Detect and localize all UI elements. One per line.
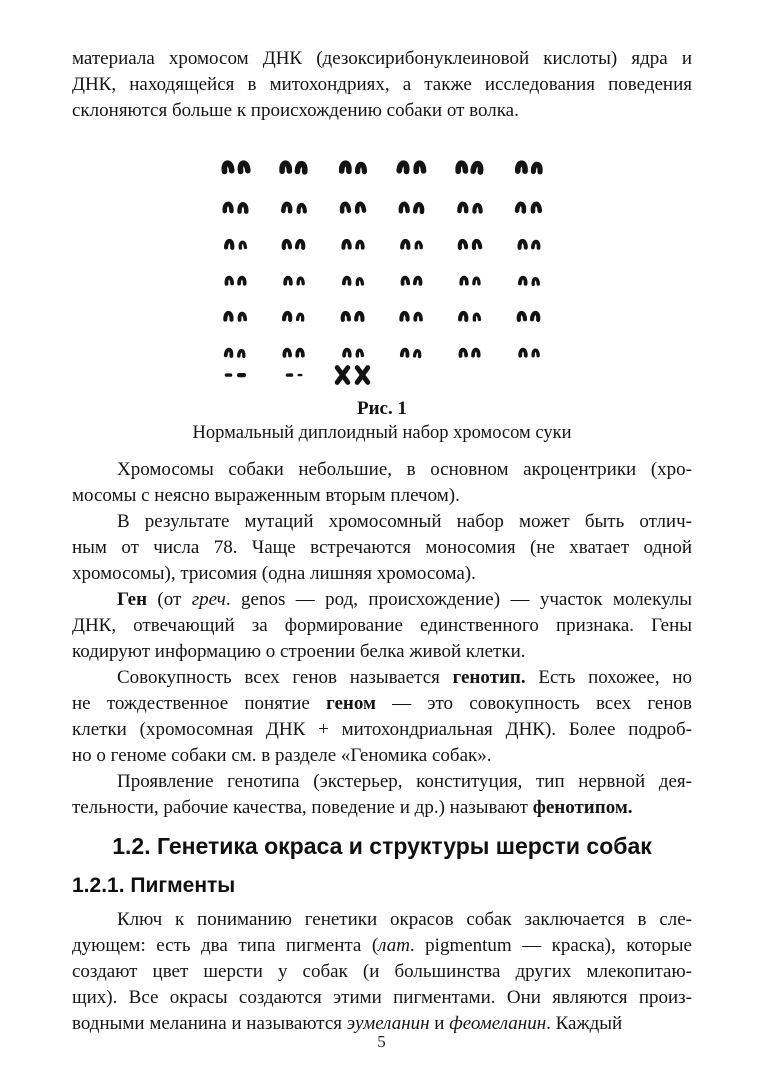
chromosome-icon — [458, 344, 469, 359]
chromosome-pair — [283, 272, 305, 286]
chromosome-icon — [295, 344, 305, 358]
chromosome-pair — [400, 272, 423, 286]
chromosome-icon — [396, 151, 412, 178]
text-segment: — это совокупность всех генов — [375, 693, 692, 714]
karyotype-cell — [441, 272, 500, 286]
text-segment: тельности, рабочие качества, поведение и др.) называют — [72, 797, 533, 818]
chromosome-pair — [224, 371, 247, 379]
karyotype-cell — [382, 197, 441, 214]
chromosome-pair — [457, 235, 482, 250]
karyotype-image — [206, 134, 558, 392]
chromosome-icon — [338, 196, 352, 214]
chromosome-icon — [235, 151, 251, 178]
chromosome-pair — [458, 307, 481, 322]
chromosome-icon — [514, 152, 527, 178]
karyotype-cell — [441, 344, 500, 358]
chromosome-pair — [515, 197, 542, 214]
text-segment: Есть похожее, но — [525, 667, 692, 688]
karyotype-cell — [206, 272, 265, 286]
chromosome-pair — [339, 152, 367, 178]
chromosome-pair — [459, 272, 481, 286]
chromosome-icon — [459, 272, 469, 286]
text-line — [72, 561, 692, 587]
chromosome-pair — [517, 235, 541, 250]
chromosome-icon — [237, 198, 249, 214]
text-line — [72, 639, 692, 665]
chromosome-icon — [281, 235, 293, 251]
chromosome-icon — [471, 234, 484, 250]
chromosome-icon — [530, 236, 541, 251]
paragraph — [72, 46, 692, 124]
text-column — [72, 46, 692, 1037]
chromosome-icon — [355, 154, 367, 178]
text-segment: лат — [378, 935, 410, 956]
chromosome-pair — [457, 197, 483, 214]
chromosome-icon — [413, 346, 423, 359]
karyotype-cell — [441, 197, 500, 214]
chromosome-icon — [342, 344, 352, 358]
chromosome-icon — [296, 273, 305, 286]
chromosome-pair — [518, 344, 540, 358]
chromosome-icon — [279, 152, 293, 178]
text-segment: Ген — [117, 589, 158, 610]
karyotype-cell — [441, 307, 500, 322]
dash-chromosome-icon — [236, 371, 247, 379]
chromosome-icon — [400, 344, 411, 359]
chromosome-pair — [342, 272, 364, 286]
chromosome-pair — [224, 235, 247, 250]
text-segment: ДНК, отвечающий за формирование единственного признака. Гены — [72, 615, 692, 636]
subsection-heading: 1.2.1. Пигменты — [72, 874, 236, 897]
karyotype-cell — [499, 272, 558, 286]
karyotype-cell — [206, 307, 265, 322]
text-segment: . pigmentum — краска), которые — [409, 935, 692, 956]
text-segment: щих). Все окрасы создаются этими пигментами. Они являются произ- — [72, 987, 692, 1008]
chromosome-icon — [223, 307, 234, 322]
chromosome-icon — [455, 152, 469, 179]
chromosome-icon — [353, 196, 367, 214]
karyotype-cell — [382, 272, 441, 286]
chromosome-pair — [340, 307, 365, 322]
karyotype-row — [206, 178, 558, 214]
chromosome-pair — [282, 344, 305, 358]
chromosome-icon — [399, 272, 410, 287]
text-segment: клетки (хромосомная ДНК + митохондриальная ДНК). Более подроб- — [72, 719, 692, 740]
chromosome-icon — [237, 308, 248, 323]
chromosome-icon — [281, 197, 294, 215]
dash-chromosome-icon — [297, 371, 303, 379]
karyotype-cell — [265, 371, 324, 379]
chromosome-icon — [224, 344, 235, 359]
paragraph — [72, 457, 692, 509]
chromosome-icon — [283, 272, 293, 286]
chromosome-icon — [222, 197, 234, 214]
karyotype-cell — [382, 344, 441, 358]
chromosome-pair — [279, 152, 308, 178]
text-line — [72, 743, 692, 769]
chromosome-icon — [412, 272, 423, 287]
chromosome-pair — [334, 364, 371, 386]
karyotype-cell — [441, 235, 500, 250]
chromosome-icon — [340, 307, 352, 323]
text-segment: греч — [191, 589, 226, 610]
text-segment: не тождественное понятие — [72, 693, 327, 714]
paragraph — [72, 587, 692, 665]
text-segment: ным от числа 78. Чаще встречаются моносомия (не хватает одной — [72, 537, 692, 558]
karyotype-row — [206, 134, 558, 178]
karyotype-cell — [382, 235, 441, 250]
chromosome-icon — [220, 151, 236, 178]
figure-caption: Нормальный диплоидный набор хромосом суки — [192, 423, 572, 443]
text-segment: генотип. — [452, 667, 526, 688]
chromosome-icon — [237, 237, 247, 251]
chromosome-icon — [517, 272, 528, 287]
chromosome-icon — [530, 307, 542, 323]
karyotype-cell — [323, 152, 382, 178]
chromosome-icon — [296, 199, 308, 215]
karyotype-figure — [72, 134, 692, 445]
chromosome-icon — [413, 308, 423, 322]
karyotype-cell — [265, 197, 324, 214]
x-chromosome-icon — [354, 364, 371, 386]
chromosome-pair — [223, 307, 247, 322]
karyotype-cell — [323, 364, 382, 386]
karyotype-cell — [499, 235, 558, 250]
text-segment: . Каждый — [546, 1013, 623, 1034]
chromosome-icon — [471, 344, 481, 358]
paragraph — [72, 509, 692, 587]
chromosome-icon — [295, 235, 307, 251]
chromosome-icon — [472, 273, 481, 286]
chromosome-pair — [400, 344, 422, 358]
chromosome-icon — [458, 307, 470, 323]
chromosome-icon — [355, 236, 365, 250]
chromosome-icon — [516, 235, 528, 250]
chromosome-pair — [398, 197, 425, 214]
karyotype-cell — [499, 344, 558, 358]
page-number: 5 — [377, 1032, 386, 1051]
karyotype-cell — [323, 272, 382, 286]
chromosome-icon — [338, 152, 352, 178]
karyotype-cell — [265, 344, 324, 358]
text-segment: материала хромосом ДНК (дезоксирибонуклеиновой кислоты) ядра и — [72, 48, 692, 69]
karyotype-cell — [206, 152, 265, 178]
text-segment: ДНК, находящейся в митохондриях, а также исследования поведения — [72, 74, 692, 95]
chromosome-pair — [397, 152, 426, 178]
chromosome-icon — [530, 345, 539, 358]
x-chromosome-icon — [334, 364, 351, 386]
paragraph — [72, 769, 692, 821]
chromosome-icon — [530, 197, 543, 215]
chromosome-icon — [223, 235, 235, 251]
chromosome-pair — [400, 235, 423, 250]
text-segment: феомеланин — [449, 1013, 547, 1034]
chromosome-pair — [342, 344, 364, 358]
chromosome-pair — [339, 197, 366, 214]
chromosome-pair — [221, 152, 250, 178]
text-line — [72, 717, 692, 743]
text-segment: В результате мутаций хромосомный набор может быть отлич- — [117, 511, 692, 532]
chromosome-icon — [457, 197, 470, 214]
chromosome-icon — [282, 307, 294, 323]
chromosome-pair — [282, 307, 305, 322]
chromosome-icon — [354, 345, 364, 359]
karyotype-cell — [323, 344, 382, 358]
text-segment: . genos — род, происхождение) — участок молекулы — [225, 589, 692, 610]
chromosome-icon — [237, 272, 247, 286]
chromosome-icon — [470, 152, 486, 178]
chromosome-icon — [282, 344, 293, 359]
text-segment: Хромосомы собаки небольшие, в основном акроцентрики (хро- — [117, 459, 692, 480]
chromosome-pair — [224, 272, 247, 286]
chromosome-pair — [458, 344, 481, 358]
karyotype-cell — [499, 152, 558, 178]
chromosome-icon — [354, 307, 366, 322]
text-segment: (от — [157, 589, 192, 610]
karyotype-cell — [323, 235, 382, 250]
chromosome-icon — [514, 196, 528, 214]
paragraph — [72, 907, 692, 1037]
text-line — [72, 46, 692, 72]
karyotype-cell — [323, 197, 382, 214]
chromosome-icon — [530, 154, 543, 179]
karyotype-row — [206, 250, 558, 286]
chromosome-pair — [341, 235, 365, 250]
text-line — [72, 483, 692, 509]
chromosome-pair — [516, 307, 541, 322]
karyotype-cell — [206, 344, 265, 358]
chromosome-pair — [281, 235, 306, 250]
text-line — [72, 985, 692, 1011]
chromosome-icon — [341, 272, 352, 287]
text-line — [72, 98, 692, 124]
text-segment: Проявление генотипа (экстерьер, конституция, тип нервной дея- — [117, 771, 692, 792]
chromosome-icon — [398, 197, 411, 214]
dash-chromosome-icon — [285, 371, 294, 379]
chromosome-icon — [472, 199, 483, 214]
text-line — [72, 665, 692, 691]
text-segment: склоняются больше к происхождению собаки от волка. — [72, 100, 519, 121]
text-segment: эумеланин — [346, 1013, 430, 1034]
chromosome-pair — [285, 371, 303, 379]
text-segment: дующем: есть два типа пигмента ( — [72, 935, 379, 956]
chromosome-icon — [354, 274, 364, 287]
figure-label: Рис. 1 — [357, 398, 407, 419]
chromosome-icon — [237, 346, 247, 358]
text-segment: Ключ к пониманию генетики окрасов собак заключается в сле- — [117, 909, 692, 930]
chromosome-pair — [281, 197, 307, 214]
section-heading: 1.2. Генетика окраса и структуры шерсти собак — [112, 833, 652, 859]
chromosome-icon — [412, 198, 425, 215]
chromosome-pair — [455, 152, 484, 178]
text-segment: водными меланина и называются — [72, 1013, 347, 1034]
paragraph — [72, 665, 692, 769]
chromosome-icon — [412, 152, 427, 179]
text-segment: но о геноме собаки см. в разделе «Геномика собак». — [72, 745, 492, 766]
chromosome-icon — [530, 274, 540, 286]
chromosome-icon — [399, 307, 410, 322]
chromosome-icon — [457, 234, 470, 250]
chromosome-pair — [399, 307, 423, 322]
karyotype-row — [206, 358, 558, 392]
text-segment: геном — [326, 693, 376, 714]
karyotype-cell — [323, 307, 382, 322]
chromosome-pair — [224, 344, 246, 358]
text-line — [72, 907, 692, 933]
karyotype-cell — [265, 272, 324, 286]
chromosome-icon — [341, 235, 352, 250]
karyotype-row — [206, 322, 558, 358]
text-line — [72, 535, 692, 561]
text-segment: кодируют информацию о строении белка живой клетки. — [72, 641, 526, 662]
karyotype-cell — [206, 371, 265, 379]
karyotype-cell — [265, 235, 324, 250]
karyotype-cell — [265, 307, 324, 322]
karyotype-row — [206, 214, 558, 250]
karyotype-cell — [206, 235, 265, 250]
text-segment: хромосомы), трисомия (одна лишняя хромосома). — [72, 563, 476, 584]
dash-chromosome-icon — [224, 371, 233, 379]
karyotype-cell — [499, 307, 558, 322]
chromosome-icon — [295, 153, 310, 179]
chromosome-icon — [413, 237, 423, 250]
chromosome-pair — [515, 152, 543, 178]
chromosome-icon — [223, 272, 234, 287]
chromosome-icon — [516, 307, 528, 323]
karyotype-cell — [265, 152, 324, 178]
karyotype-cell — [206, 197, 265, 214]
text-line — [72, 933, 692, 959]
text-line — [72, 72, 692, 98]
text-segment: Совокупность всех генов называется — [117, 667, 453, 688]
text-line — [72, 509, 692, 535]
chromosome-icon — [296, 309, 306, 323]
chromosome-icon — [472, 309, 482, 323]
karyotype-cell — [382, 152, 441, 178]
text-line — [72, 587, 692, 613]
text-line — [72, 769, 692, 795]
chromosome-icon — [399, 235, 411, 251]
text-line — [72, 457, 692, 483]
text-segment: создают цвет шерсти у собак (и большинства других млекопитаю- — [72, 961, 692, 982]
text-segment: фенотипом. — [532, 797, 633, 818]
karyotype-cell — [441, 152, 500, 178]
text-line — [72, 613, 692, 639]
text-line — [72, 691, 692, 717]
text-segment: и — [429, 1013, 450, 1034]
chromosome-icon — [518, 344, 528, 358]
chromosome-pair — [518, 272, 540, 286]
karyotype-row — [206, 286, 558, 322]
chromosome-pair — [222, 197, 249, 214]
karyotype-cell — [382, 307, 441, 322]
karyotype-cell — [499, 197, 558, 214]
text-line — [72, 959, 692, 985]
text-segment: мосомы с неясно выраженным вторым плечом). — [72, 485, 460, 506]
text-line — [72, 795, 692, 821]
